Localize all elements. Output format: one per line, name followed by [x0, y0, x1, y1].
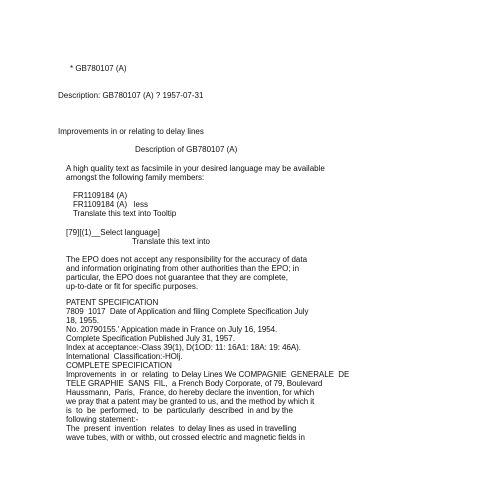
patent-spec-line-14: following statement:-	[66, 415, 139, 424]
patent-spec-line-9: Improvements in or relating to Delay Lines We COMPAGNIE GENERALE DE	[66, 370, 350, 379]
translate-tooltip-link[interactable]: Translate this text into Tooltip	[73, 209, 177, 218]
patent-spec-line-2: 7809 1017 Date of Application and filing Complete Specification July	[66, 307, 309, 316]
family-member-2[interactable]: FR1109184 (A) less	[73, 200, 148, 209]
patent-number-line: * GB780107 (A)	[70, 64, 127, 73]
patent-spec-line-10: TELE GRAPHIE SANS FIL, a French Body Corporate, of 79, Boulevard	[66, 379, 323, 388]
patent-spec-line-5: Complete Specification Published July 31, 1957.	[66, 334, 235, 343]
disclaimer-line-2: and information originating from other authorities than the EPO; in	[66, 264, 300, 273]
disclaimer-line-1: The EPO does not accept any responsibility for the accuracy of data	[66, 255, 308, 264]
patent-spec-line-6: Index at acceptance:-Class 39(1), D(1OD: 11: 16A1: 18A: 19: 46A).	[66, 343, 301, 352]
quality-text-line-1: A high quality text as facsimile in your desired language may be available	[66, 164, 325, 173]
patent-spec-line-1: PATENT SPECIFICATION	[66, 298, 159, 307]
select-language-line[interactable]: [79][(1)__Select language]	[66, 228, 160, 237]
disclaimer-line-3: particular, the EPO does not guarantee that they are complete,	[66, 273, 288, 282]
quality-text-line-2: amongst the following family members:	[66, 173, 205, 182]
patent-spec-line-15: The present invention relates to delay lines as used in travelling	[66, 424, 297, 433]
patent-spec-line-16: wave tubes, with or withb, out crossed electric and magnetic fields in	[66, 433, 305, 442]
improvements-title: Improvements in or relating to delay lines	[58, 127, 204, 136]
patent-spec-line-8: COMPLETE SPECIFICATION	[66, 361, 172, 370]
translate-line[interactable]: Translate this text into	[132, 237, 210, 246]
patent-spec-line-13: is to be performed, to be particularly described in and by the	[66, 406, 293, 415]
patent-spec-line-12: we pray that a patent may be granted to us, and the method by which it	[66, 397, 315, 406]
description-of-line: Description of GB780107 (A)	[135, 145, 238, 154]
patent-spec-line-11: Haussmann, Paris, France, do hereby declare the invention, for which	[66, 388, 315, 397]
patent-spec-line-7: International Classification:-HOlj.	[66, 352, 183, 361]
family-member-1[interactable]: FR1109184 (A)	[73, 191, 128, 200]
disclaimer-line-4: up-to-date or fit for specific purposes.	[66, 282, 199, 291]
patent-spec-line-4: No. 20790155.' Appication made in France on July 16, 1954.	[66, 325, 278, 334]
description-line: Description: GB780107 (A) ? 1957-07-31	[58, 91, 204, 100]
patent-spec-line-3: 18, 1955.	[66, 316, 99, 325]
